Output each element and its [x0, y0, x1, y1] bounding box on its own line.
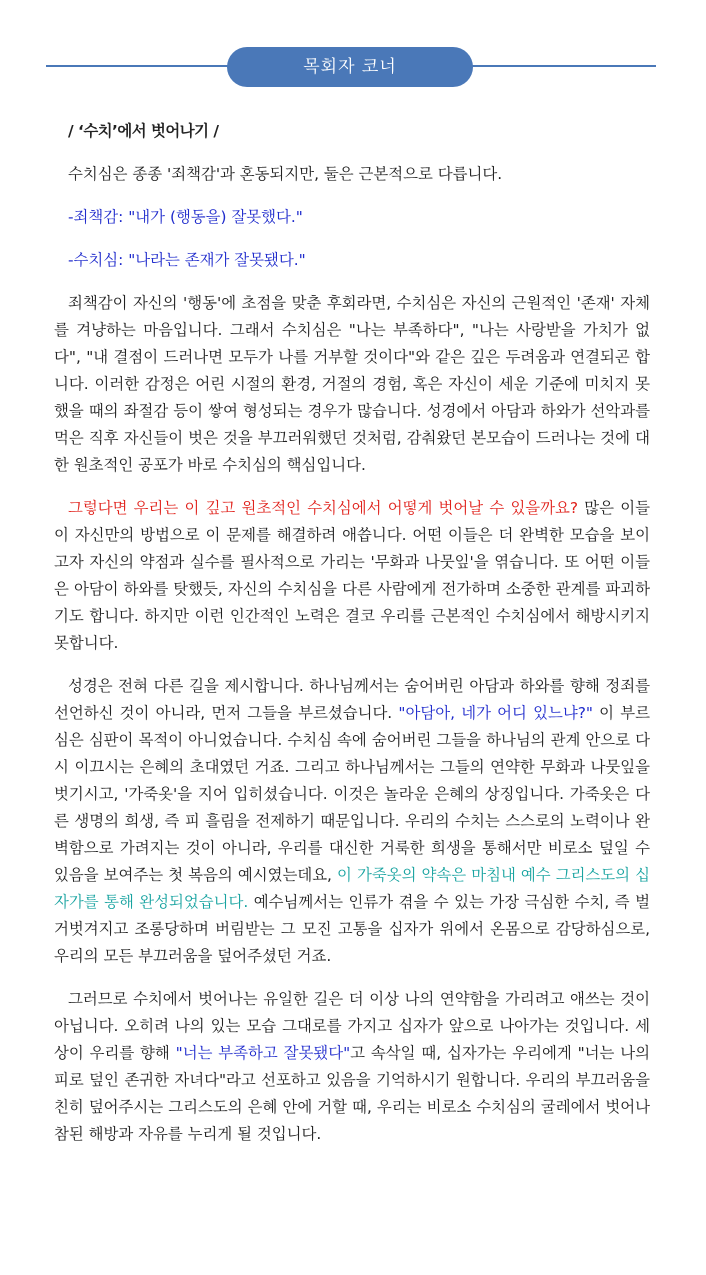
paragraph-2: [54, 495, 650, 657]
quote-world: "너는 부족하고 잘못됐다": [175, 1044, 351, 1062]
section-title: / ‘수치’에서 벗어나기 /: [68, 122, 219, 140]
paragraph-3: [54, 673, 650, 970]
definition-shame: -수치심: "나라는 존재가 잘못됐다.": [68, 251, 306, 269]
article-body: [54, 118, 650, 1164]
paragraph-4: [54, 986, 650, 1148]
quote-adam: "아담아, 네가 어디 있느냐?": [398, 704, 593, 722]
paragraph-1: 죄책감이 자신의 '행동'에 초점을 맞춘 후회라면, 수치심은 자신의 근원적인 '존재' 자체를 겨냥하는 마음입니다. 그래서 수치심은 "나는 부족하다", "나는 사랑받을 가치가 없다", "내 결점이 드러나면 모두가 나를 거부할 것이다"와 같은 깊은 두려움과 연결되곤 합니다. 이러한 감정은 어린 시절의 환경, 거절의 경험, 혹은 자신이 세운 기준에 미치지 못했을 때의 좌절감 등이 쌓여 형성되는 경우가 많습니다. 성경에서 아담과 하와가 선악과를 먹은 직후 자신들이 벗은 것을 부끄러워했던 것처럼, 감춰왔던 본모습이 드러나는 것에 대한 원초적인 공포가 바로 수치심의 핵심입니다.: [54, 294, 650, 474]
highlight-promise: 이 가죽옷의 약속은 마침내 예수 그리스도의 십자가를 통해 완성되었습니다.: [54, 866, 650, 911]
paragraph-4-text-a: 그러므로 수치에서 벗어나는 유일한 길은 더 이상 나의 연약함을 가리려고 애쓰는 것이 아닙니다. 오히려 나의 있는 모습 그대로를 가지고 십자가 앞으로 나아가는 것입니다. 세상이 우리를 향해: [54, 990, 650, 1062]
intro-text: 수치심은 종종 '죄책감'과 혼동되지만, 둘은 근본적으로 다릅니다.: [68, 165, 503, 183]
paragraph-4-text-b: 고 속삭일 때, 십자가는 우리에게 "너는 나의 피로 덮인 존귀한 자녀다"라고 선포하고 있음을 기억하시기 원합니다. 우리의 부끄러움을 친히 덮어주시는 그리스도의 은혜 안에 거할 때, 우리는 비로소 수치심의 굴레에서 벗어나 참된 해방과 자유를 누리게 될 것입니다.: [54, 1044, 650, 1143]
paragraph-3-text-c: 예수님께서는 인류가 겪을 수 있는 가장 극심한 수치, 즉 벌거벗겨지고 조롱당하며 버림받는 그 모진 고통을 십자가 위에서 온몸으로 감당하심으로, 우리의 모든 부끄러움을 덮어주셨던 거죠.: [54, 893, 650, 965]
paragraph-2-text: 많은 이들이 자신만의 방법으로 이 문제를 해결하려 애씁니다. 어떤 이들은 더 완벽한 모습을 보이고자 자신의 약점과 실수를 필사적으로 가리는 '무화과 나뭇잎'을 엮습니다. 또 어떤 이들은 아담이 하와를 탓했듯, 자신의 수치심을 다른 사람에게 전가하며 소중한 관계를 파괴하기도 합니다. 하지만 이런 인간적인 노력은 결코 우리를 근본적인 수치심에서 해방시키지 못합니다.: [54, 499, 650, 652]
definition-guilt: -죄책감: "내가 (행동을) 잘못했다.": [68, 208, 303, 226]
paragraph-3-text-a: 성경은 전혀 다른 길을 제시합니다. 하나님께서는 숨어버린 아담과 하와를 향해 정죄를 선언하신 것이 아니라, 먼저 그들을 부르셨습니다.: [54, 677, 650, 722]
paragraph-3-text-b: 이 부르심은 심판이 목적이 아니었습니다. 수치심 속에 숨어버린 그들을 하나님의 관계 안으로 다시 이끄시는 은혜의 초대였던 거죠. 그리고 하나님께서는 그들의 연약한 무화과 나뭇잎을 벗기시고, '가죽옷'을 지어 입히셨습니다. 이것은 놀라운 은혜의 상징입니다. 가죽옷은 다른 생명의 희생, 즉 피 흘림을 전제하기 때문입니다. 우리의 수치는 스스로의 노력이나 완벽함으로 가려지는 것이 아니라, 우리를 대신한 거룩한 희생을 통해서만 비로소 덮일 수 있음을 보여주는 첫 복음의 예시였는데요,: [54, 704, 650, 884]
header-title-badge: [227, 47, 473, 87]
highlight-question: 그렇다면 우리는 이 깊고 원초적인 수치심에서 어떻게 벗어날 수 있을까요?: [68, 499, 579, 517]
header-title: 목회자 코너: [303, 57, 397, 77]
